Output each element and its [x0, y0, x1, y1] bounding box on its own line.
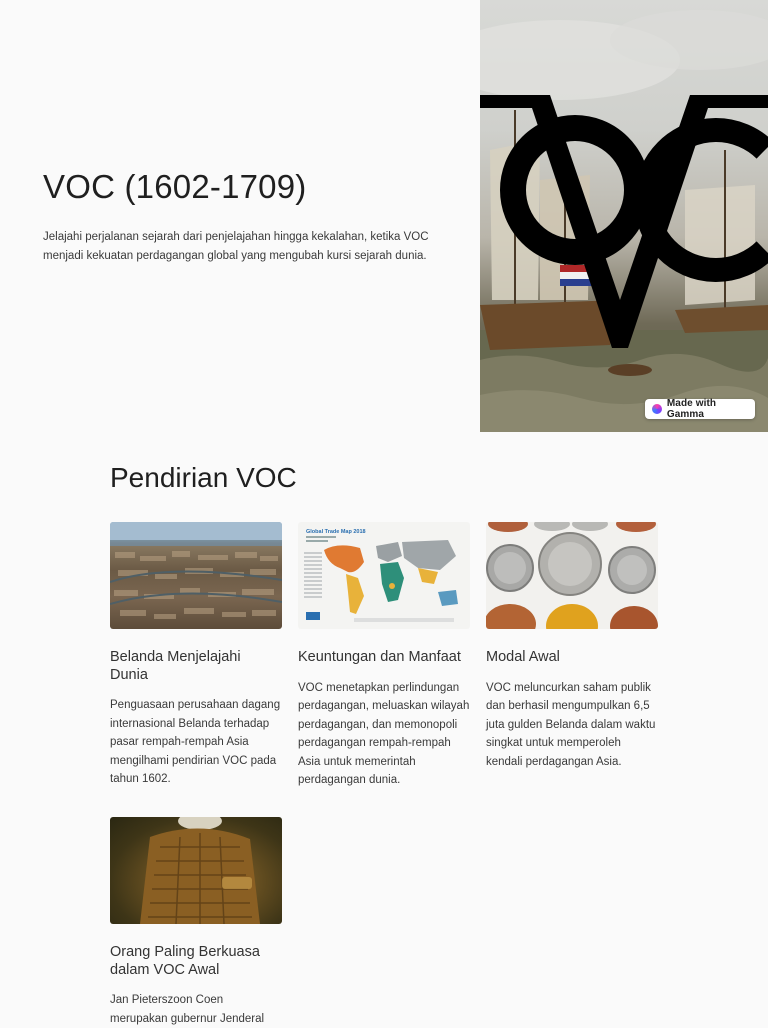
- gamma-logo-icon: [652, 404, 662, 414]
- card-modal-awal: [486, 522, 658, 771]
- card-text: Penguasaan perusahaan dagang internasional Belanda terhadap pasar rempah-rempah Asia mengilhami pendirian VOC pada tahun 1602.: [110, 699, 281, 786]
- card-orang-berkuasa: [110, 817, 282, 1028]
- page-title: VOC (1602-1709): [43, 168, 307, 205]
- dutch-coins-image: [486, 522, 658, 629]
- card-belanda: [110, 522, 282, 789]
- card-keuntungan: [298, 522, 470, 790]
- card-title: Orang Paling Berkuasa dalam VOC Awal: [110, 944, 260, 978]
- hero-subtitle: Jelajahi perjalanan sejarah dari penjelajahan hingga kekalahan, ketika VOC menjadi kekuatan perdagangan global yang mengubah kursi sejarah dunia.: [43, 231, 429, 262]
- voc-ship-painting: [480, 0, 768, 432]
- card-text: VOC meluncurkan saham publik dan berhasil mengumpulkan 6,5 juta gulden Belanda dalam waktu singkat untuk memperoleh kendali perdagangan Asia.: [486, 681, 656, 768]
- hero-section: [0, 0, 768, 432]
- card-title: Keuntungan dan Manfaat: [298, 649, 461, 665]
- card-text: Jan Pieterszoon Coen merupakan gubernur Jenderal: [110, 994, 265, 1025]
- global-trade-map-image: [298, 522, 470, 629]
- card-text: VOC menetapkan perlindungan perdagangan, meluaskan wilayah perdagangan, dan memonopoli perdagangan rempah-rempah Asia untuk memerintah perdagangan dunia.: [298, 681, 470, 787]
- hero-image-voc-ships: [480, 0, 768, 432]
- map-title: Global Trade Map 2018: [306, 529, 366, 535]
- amsterdam-aerial-image: [110, 522, 282, 629]
- made-with-gamma-badge[interactable]: [645, 399, 755, 419]
- card-image-coins: [486, 522, 658, 629]
- card-image-portrait: [110, 817, 282, 924]
- card-image-trade-map: [298, 522, 470, 629]
- card-title: Belanda Menjelajahi Dunia: [110, 649, 241, 683]
- gamma-badge-label: Made with Gamma: [666, 398, 717, 420]
- card-image-amsterdam: [110, 522, 282, 629]
- card-title: Modal Awal: [486, 649, 560, 665]
- section-title: Pendirian VOC: [110, 462, 297, 493]
- jan-pieterszoon-coen-portrait: [110, 817, 282, 924]
